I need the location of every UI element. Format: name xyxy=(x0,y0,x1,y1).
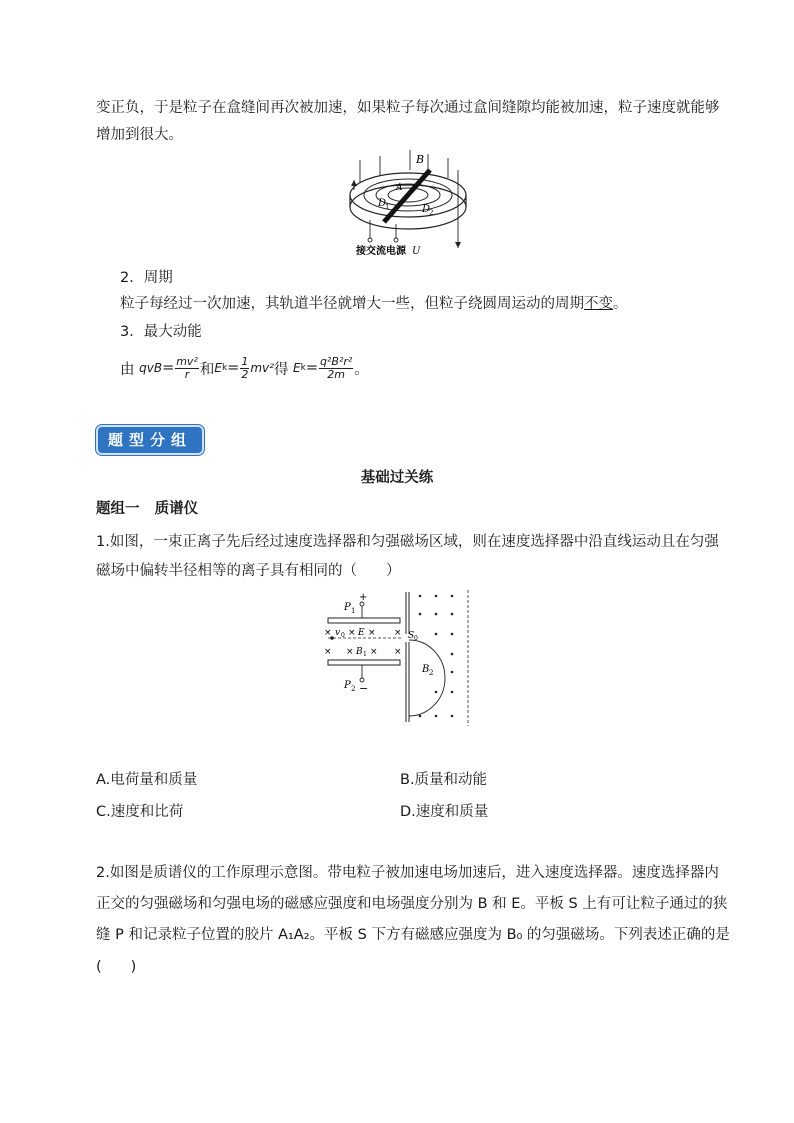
selector-B2-sub: 2 xyxy=(429,669,434,677)
formula-frac-1-den: r xyxy=(184,367,190,381)
max-ke-formula xyxy=(120,348,369,388)
selector-minus: − xyxy=(359,682,369,695)
formula-frac-3-num: q²B²r² xyxy=(320,354,353,368)
q1-option-c[interactable]: C.速度和比荷 xyxy=(96,804,184,820)
cyclotron-label-D2: D xyxy=(422,204,431,215)
svg-text:×: × xyxy=(346,647,354,657)
selector-P2-sub: 2 xyxy=(351,685,356,693)
selector-v0-sub: 0 xyxy=(341,632,345,639)
selector-P1: P xyxy=(344,602,351,613)
group1-heading xyxy=(96,497,198,518)
velocity-selector-diagram xyxy=(318,588,478,730)
q2-line-2: 正交的匀强磁场和匀强电场的磁感应强度和电场强度分别为 B 和 E。平板 S 上有可让粒子通过的狭 xyxy=(96,896,728,912)
selector-E: E xyxy=(358,628,365,638)
cyclotron-caption-U: U xyxy=(412,246,421,257)
section-badge: 题型分组 xyxy=(96,425,204,455)
formula-qvB: qvB xyxy=(139,361,163,375)
svg-text:×: × xyxy=(324,647,332,657)
formula-Ek-2: E xyxy=(293,361,301,375)
selector-S0-sub: 0 xyxy=(414,635,418,642)
formula-prefix: 由 xyxy=(120,361,135,378)
selector-B1: B xyxy=(356,647,363,657)
period-heading: 2．周期 xyxy=(120,270,173,286)
formula-mv2: mv² xyxy=(250,361,274,375)
group1-name: 质谱仪 xyxy=(154,501,199,517)
selector-B1-sub: 1 xyxy=(363,651,367,658)
selector-S0: S xyxy=(408,631,415,641)
formula-frac-1-num: mv² xyxy=(176,354,198,368)
cyclotron-label-B: B xyxy=(416,153,425,166)
formula-Ek-2-sub: k xyxy=(300,363,306,373)
svg-text:×: × xyxy=(348,628,356,638)
formula-eq-3: = xyxy=(305,360,319,376)
q1-option-d[interactable]: D.速度和质量 xyxy=(400,804,489,820)
formula-frac-3-den: 2m xyxy=(327,367,346,381)
intro-line-1: 变正负，于是粒子在盒缝间再次被加速，如果粒子每次通过盒间缝隙均能被加速，粒子速度就能够 xyxy=(96,100,720,116)
period-text-underlined: 不变 xyxy=(584,296,613,312)
max-ke-heading: 3．最大动能 xyxy=(120,324,202,340)
cyclotron-label-D1-sub: 1 xyxy=(385,203,390,211)
formula-frac-1 xyxy=(175,356,199,381)
cyclotron-caption: 接交流电源 xyxy=(356,246,406,257)
cyclotron-label-D1: D xyxy=(378,198,387,209)
q1-option-b[interactable]: B.质量和动能 xyxy=(400,772,488,788)
formula-and: 和 xyxy=(199,361,215,378)
formula-get: 得 xyxy=(273,361,289,378)
svg-text:×: × xyxy=(370,647,378,657)
formula-eq-2: = xyxy=(227,360,240,376)
q1-line-2: 磁场中偏转半径相等的离子具有相同的（ ） xyxy=(96,563,401,579)
q1-option-a[interactable]: A.电荷量和质量 xyxy=(96,772,198,788)
formula-frac-2 xyxy=(240,356,249,381)
formula-frac-2-num: 1 xyxy=(241,354,249,368)
selector-plus: + xyxy=(359,592,368,603)
svg-text:×: × xyxy=(394,628,402,638)
formula-end: 。 xyxy=(354,361,369,378)
group1-label: 题组一 xyxy=(96,501,140,517)
period-text-main: 粒子每经过一次加速，其轨道半径就增大一些，但粒子绕圆周运动的周期 xyxy=(120,296,584,312)
cyclotron-diagram xyxy=(340,150,480,260)
formula-Ek-1-sub: k xyxy=(221,363,228,373)
selector-P2: P xyxy=(344,680,351,691)
svg-text:×: × xyxy=(368,628,376,638)
cyclotron-label-D2-sub: 2 xyxy=(429,209,434,217)
period-text-end: 。 xyxy=(613,296,628,312)
intro-line-2: 增加到很大。 xyxy=(96,127,183,143)
q1-line-1: 1.如图，一束正离子先后经过速度选择器和匀强磁场区域，则在速度选择器中沿直线运动且在匀强 xyxy=(96,534,719,550)
svg-text:×: × xyxy=(324,628,332,638)
q2-line-4: ( ) xyxy=(96,959,137,975)
center-title: 基础过关练 xyxy=(360,470,434,486)
formula-frac-2-den: 2 xyxy=(241,367,249,381)
q2-line-3: 缝 P 和记录粒子位置的胶片 A₁A₂。平板 S 下方有磁感应强度为 B₀ 的匀强磁场。下列表述正确的是 xyxy=(96,927,730,943)
formula-frac-3 xyxy=(319,356,353,381)
formula-Ek-1: E xyxy=(214,361,222,375)
period-text xyxy=(120,292,628,313)
cyclotron-label-A: A xyxy=(396,183,403,193)
selector-B2: B xyxy=(422,664,430,675)
q2-line-1: 2.如图是质谱仪的工作原理示意图。带电粒子被加速电场加速后，进入速度选择器。速度选择器内 xyxy=(96,865,719,881)
formula-eq-1: = xyxy=(162,360,175,376)
selector-P1-sub: 1 xyxy=(351,607,356,615)
svg-text:×: × xyxy=(394,647,402,657)
selector-v0: v xyxy=(335,628,341,638)
